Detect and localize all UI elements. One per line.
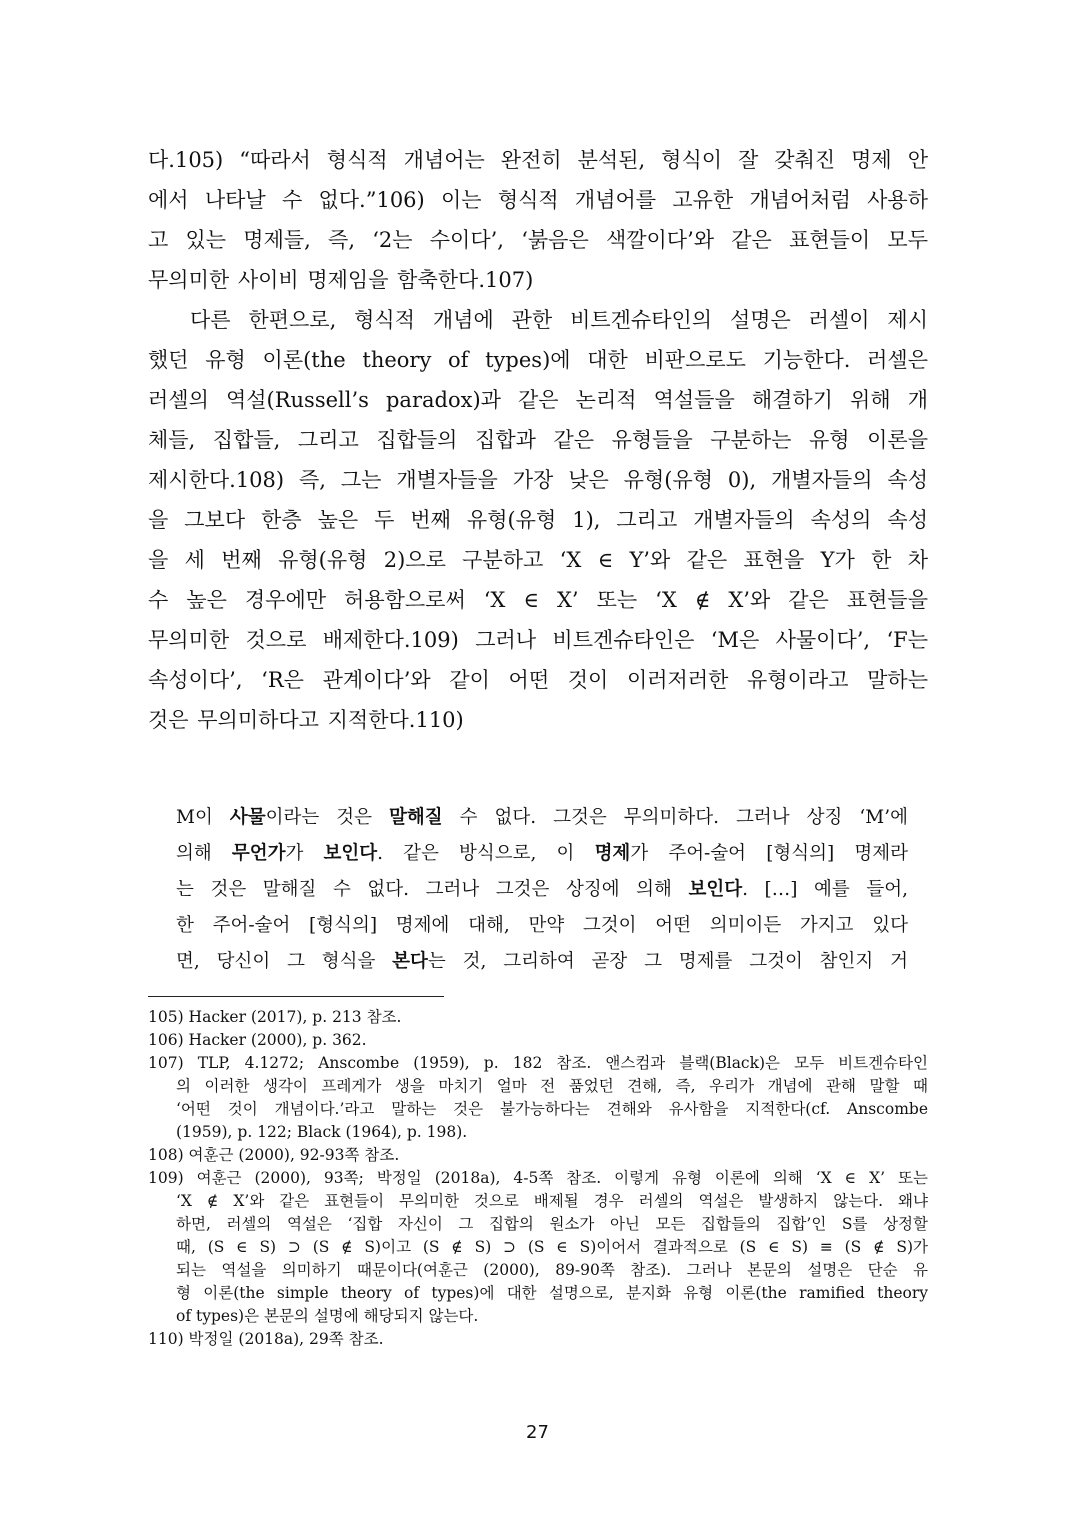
footnote-line: 105) Hacker (2017), p. 213 참조. (148, 1008, 402, 1026)
footnote-line: 때, (S ∈ S) ⊃ (S ∉ S)이고 (S ∉ S) ⊃ (S ∈ S)이어서 결과적으로 (S ∈ S) ≡ (S ∉ S)가 (176, 1238, 928, 1256)
paragraph-1 (148, 140, 928, 300)
text-line: 했던 유형 이론(the theory of types)에 대한 비판으로도 기능한다. 러셀은 (148, 348, 928, 372)
emphasis-text: 사물 (229, 807, 266, 828)
quote-line (176, 908, 908, 944)
text-line: 속성이다’, ‘R은 관계이다’와 같이 어떤 것이 이러저러한 유형이라고 말하는 (148, 668, 928, 692)
emphasis-text: 보인다 (323, 843, 378, 864)
body-text (148, 140, 928, 740)
footnote-line: 108) 여훈근 (2000), 92-93쪽 참조. (148, 1146, 400, 1164)
emphasis-text: 말해질 (388, 807, 443, 828)
footnote-line: 109) 여훈근 (2000), 93쪽; 박정일 (2018a), 4-5쪽 참조. 이렇게 유형 이론에 의해 ‘X ∈ X’ 또는 (148, 1169, 928, 1187)
footnote-line: 106) Hacker (2000), p. 362. (148, 1031, 367, 1049)
quote-line (176, 800, 908, 836)
text-line: 수 높은 경우에만 허용함으로써 ‘X ∈ X’ 또는 ‘X ∉ X’와 같은 표현들을 (148, 588, 928, 612)
footnote-line: (1959), p. 122; Black (1964), p. 198). (176, 1123, 468, 1141)
quote-text: 는 것은 말해질 수 없다. 그러나 그것은 상징에 의해 (176, 879, 689, 900)
footnote-106 (148, 1029, 928, 1052)
text-line: 다른 한편으로, 형식적 개념에 관한 비트겐슈타인의 설명은 러셀이 제시 (190, 308, 928, 332)
footnote-105 (148, 1006, 928, 1029)
text-line: 러셀의 역설(Russell’s paradox)과 같은 논리적 역설들을 해결하기 위해 개 (148, 388, 928, 412)
footnote-107 (148, 1052, 928, 1144)
page-number: 27 (526, 1422, 549, 1443)
quote-line (176, 944, 908, 980)
quote-text: 가 주어-술어 [형식의] 명제라 (630, 843, 908, 864)
footnote-line: 의 이러한 생각이 프레게가 생을 마치기 얼마 전 품었던 견해, 즉, 우리가 개념에 관해 말할 때 (176, 1077, 928, 1095)
quote-text: 수 없다. 그것은 무의미하다. 그러나 상징 ‘M’에 (442, 807, 908, 828)
quote-line (176, 836, 908, 872)
text-line: 제시한다.108) 즉, 그는 개별자들을 가장 낮은 유형(유형 0), 개별자들의 속성 (148, 468, 928, 492)
text-line: 을 세 번째 유형(유형 2)으로 구분하고 ‘X ∈ Y’와 같은 표현을 Y가 한 차 (148, 548, 928, 572)
footnote-108 (148, 1144, 928, 1167)
text-line: 을 그보다 한층 높은 두 번째 유형(유형 1), 그리고 개별자들의 속성의 속성 (148, 508, 928, 532)
footnote-109 (148, 1167, 928, 1328)
text-line: 체들, 집합들, 그리고 집합들의 집합과 같은 유형들을 구분하는 유형 이론을 (148, 428, 928, 452)
footnote-divider (148, 996, 444, 997)
text-line: 무의미한 것으로 배제한다.109) 그러나 비트겐슈타인은 ‘M은 사물이다’, ‘F는 (148, 628, 928, 652)
quote-text: . 같은 방식으로, 이 (377, 843, 595, 864)
footnote-line: 형 이론(the simple theory of types)에 대한 설명으로, 분지화 유형 이론(the ramified theory (176, 1284, 928, 1302)
quote-text: 한 주어-술어 [형식의] 명제에 대해, 만약 그것이 어떤 의미이든 가지고 있다 (176, 915, 908, 936)
quote-text: 는 것, 그리하여 곧장 그 명제를 그것이 참인지 거 (427, 951, 908, 972)
emphasis-text: 보인다 (688, 879, 743, 900)
text-line: 무의미한 사이비 명제임을 함축한다.107) (148, 268, 534, 292)
quote-text: 의해 (176, 843, 232, 864)
footnote-line: 되는 역설을 의미하기 때문이다(여훈근 (2000), 89-90쪽 참조). 그러나 본문의 설명은 단순 유 (176, 1261, 928, 1279)
emphasis-text: 무언가 (231, 843, 286, 864)
footnote-line: 하면, 러셀의 역설은 ‘집합 자신이 그 집합의 원소가 아닌 모든 집합들의 집합’인 S를 상정할 (176, 1215, 928, 1233)
text-line: 에서 나타날 수 없다.”106) 이는 형식적 개념어를 고유한 개념어처럼 사용하 (148, 188, 928, 212)
footnote-line: ‘어떤 것이 개념이다.’라고 말하는 것은 불가능하다는 견해와 유사함을 지적한다(cf. Anscombe (176, 1100, 928, 1118)
quote-text: 가 (285, 843, 324, 864)
text-line: 것은 무의미하다고 지적한다.110) (148, 708, 464, 732)
block-quote (176, 800, 908, 980)
quote-line (176, 872, 908, 908)
quote-text: M이 (176, 807, 230, 828)
emphasis-text: 본다 (392, 951, 428, 972)
paragraph-2 (148, 300, 928, 740)
quote-text: 면, 당신이 그 형식을 (176, 951, 393, 972)
quote-text: 이라는 것은 (265, 807, 389, 828)
footnote-line: 110) 박정일 (2018a), 29쪽 참조. (148, 1330, 384, 1348)
emphasis-text: 명제 (594, 843, 631, 864)
text-line: 다.105) “따라서 형식적 개념어는 완전히 분석된, 형식이 잘 갖춰진 명제 안 (148, 148, 928, 172)
footnote-110 (148, 1328, 928, 1351)
footnotes (148, 1006, 928, 1351)
text-line: 고 있는 명제들, 즉, ‘2는 수이다’, ‘붉음은 색깔이다’와 같은 표현들이 모두 (148, 228, 928, 252)
footnote-line: ‘X ∉ X’와 같은 표현들이 무의미한 것으로 배제될 경우 러셀의 역설은 발생하지 않는다. 왜냐 (176, 1192, 928, 1210)
quote-text: . […] 예를 들어, (742, 879, 908, 900)
footnote-line: 107) TLP, 4.1272; Anscombe (1959), p. 182 참조. 앤스컴과 블랙(Black)은 모두 비트겐슈타인 (148, 1054, 928, 1072)
footnote-line: of types)은 본문의 설명에 해당되지 않는다. (176, 1307, 479, 1325)
